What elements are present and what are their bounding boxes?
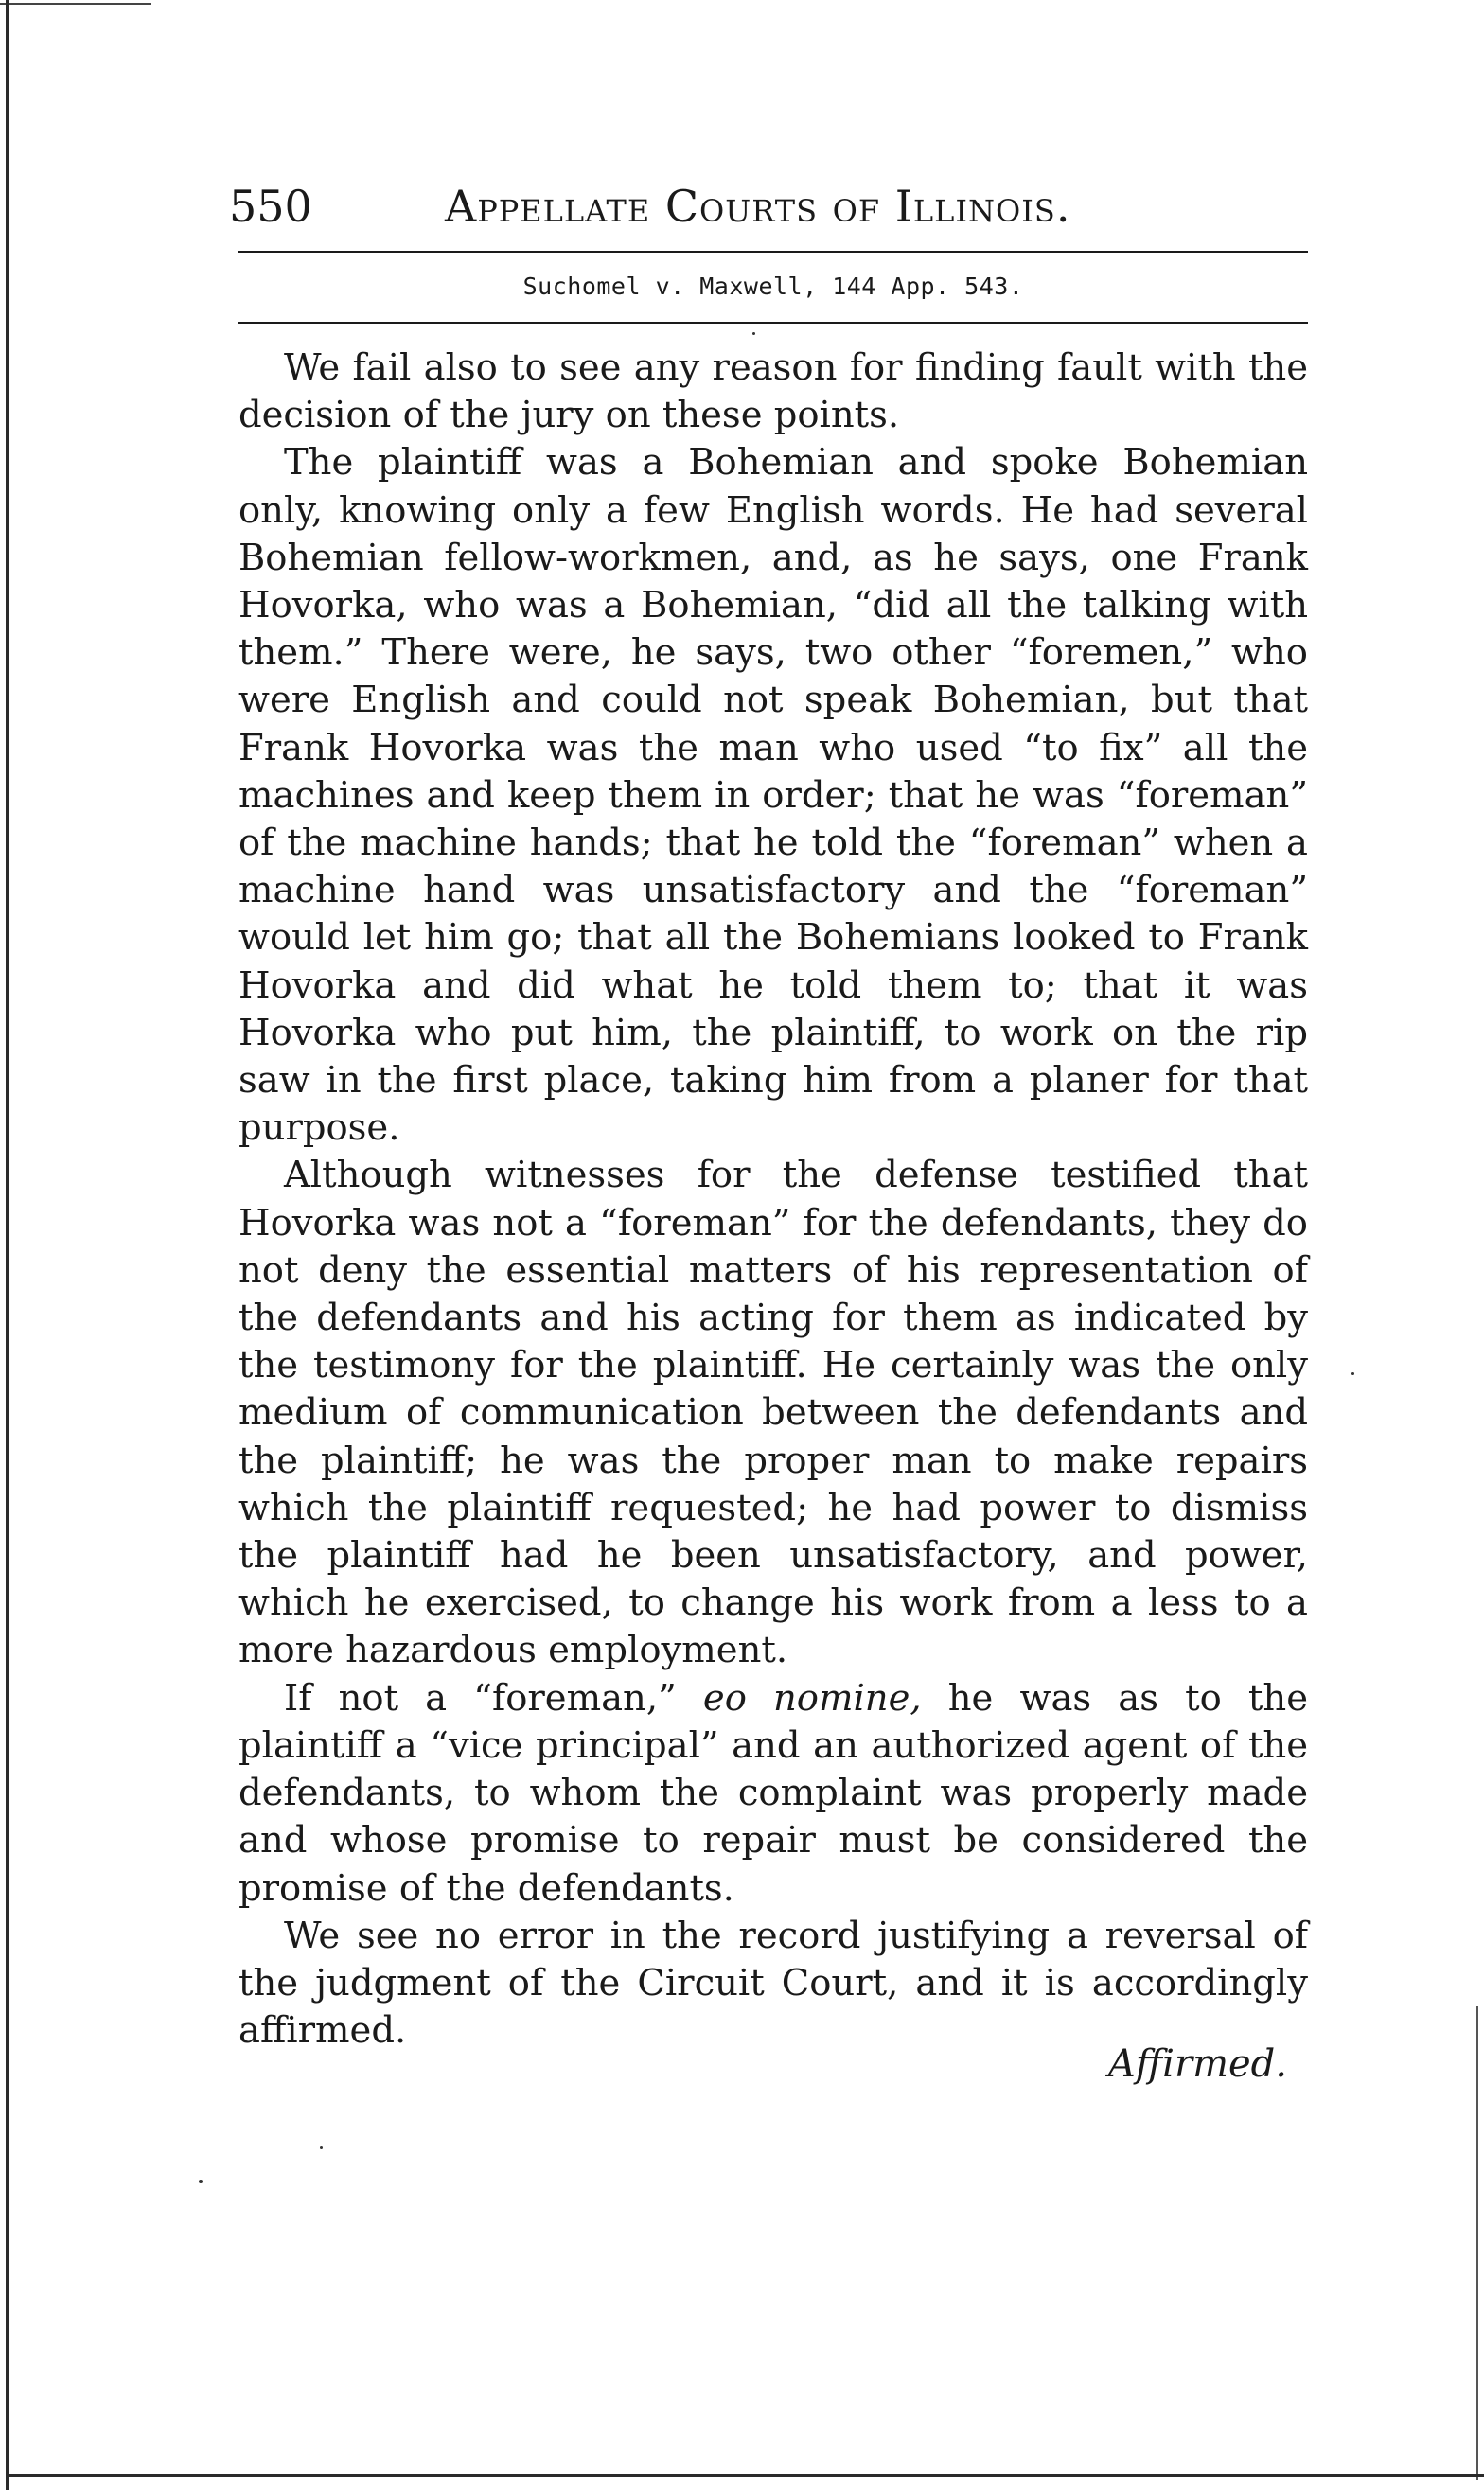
disposition: Affirmed. xyxy=(1107,2042,1287,2086)
print-speck xyxy=(320,2146,323,2149)
print-speck xyxy=(1352,1372,1354,1375)
page-edge-bottom xyxy=(6,2474,1484,2477)
page-edge-right xyxy=(1476,2006,1478,2480)
page-edge-top xyxy=(0,3,151,5)
paragraph-4-end: he was as to the plaintiff a “vice principal” and an authorized agent of the defendants, to whom the complaint was properly made and whose promise to repair must be considered the promise of the defendants. xyxy=(238,1676,1308,1910)
paragraph-4-start: If not a “foreman,” xyxy=(284,1676,703,1720)
paragraph-3: Although witnesses for the defense testified that Hovorka was not a “foreman” for the defendants, they do not deny the essential matters of his representation of the defendants and his acting for them as indicated by the testimony for the plaintiff. He certainly was the only medium of communication between the defendants and the plaintiff; he was the proper man to make repairs which the plaintiff requested; he had power to dismiss the plaintiff had he been unsatisfactory, and power, which he exercised, to change his work from a less to a more hazardous employment. xyxy=(238,1154,1308,1672)
opinion-body xyxy=(238,344,1308,2055)
print-speck xyxy=(752,332,755,335)
paragraph-4 xyxy=(238,1675,1308,1913)
paragraph-2: The plaintiff was a Bohemian and spoke Bohemian only, knowing only a few English words. He had several Bohemian fellow-workmen, and, as he says, one Frank Hovorka, who was a Bohemian, “did all the talking with them.” There were, he says, two other “foremen,” who were English and could not speak Bohemian, but that Frank Hovorka was the man who used “to fix” all the machines and keep them in order; that he was “foreman” of the machine hands; that he told the “foreman” when a machine hand was unsatisfactory and the “foreman” would let him go; that all the Bohemians looked to Frank Hovorka and did what he told them to; that it was Hovorka who put him, the plaintiff, to work on the rip saw in the first place, taking him from a planer for that purpose. xyxy=(238,441,1308,1150)
latin-phrase: eo nomine, xyxy=(702,1676,922,1720)
paragraph-1: We fail also to see any reason for finding fault with the decision of the jury on these points. xyxy=(238,346,1308,437)
print-speck xyxy=(199,2180,203,2183)
header-rule-bottom xyxy=(238,322,1308,324)
page-header xyxy=(229,178,1308,254)
running-title: Appellate Courts of Illinois. xyxy=(445,181,1071,232)
header-rule-top xyxy=(238,251,1308,253)
page-number: 550 xyxy=(229,181,312,232)
case-citation: Suchomel v. Maxwell, 144 App. 543. xyxy=(522,273,1024,300)
page-edge-left xyxy=(6,0,9,2490)
paragraph-5: We see no error in the record justifying a reversal of the judgment of the Circuit Court, and it is accordingly affirmed. xyxy=(238,1914,1308,2053)
